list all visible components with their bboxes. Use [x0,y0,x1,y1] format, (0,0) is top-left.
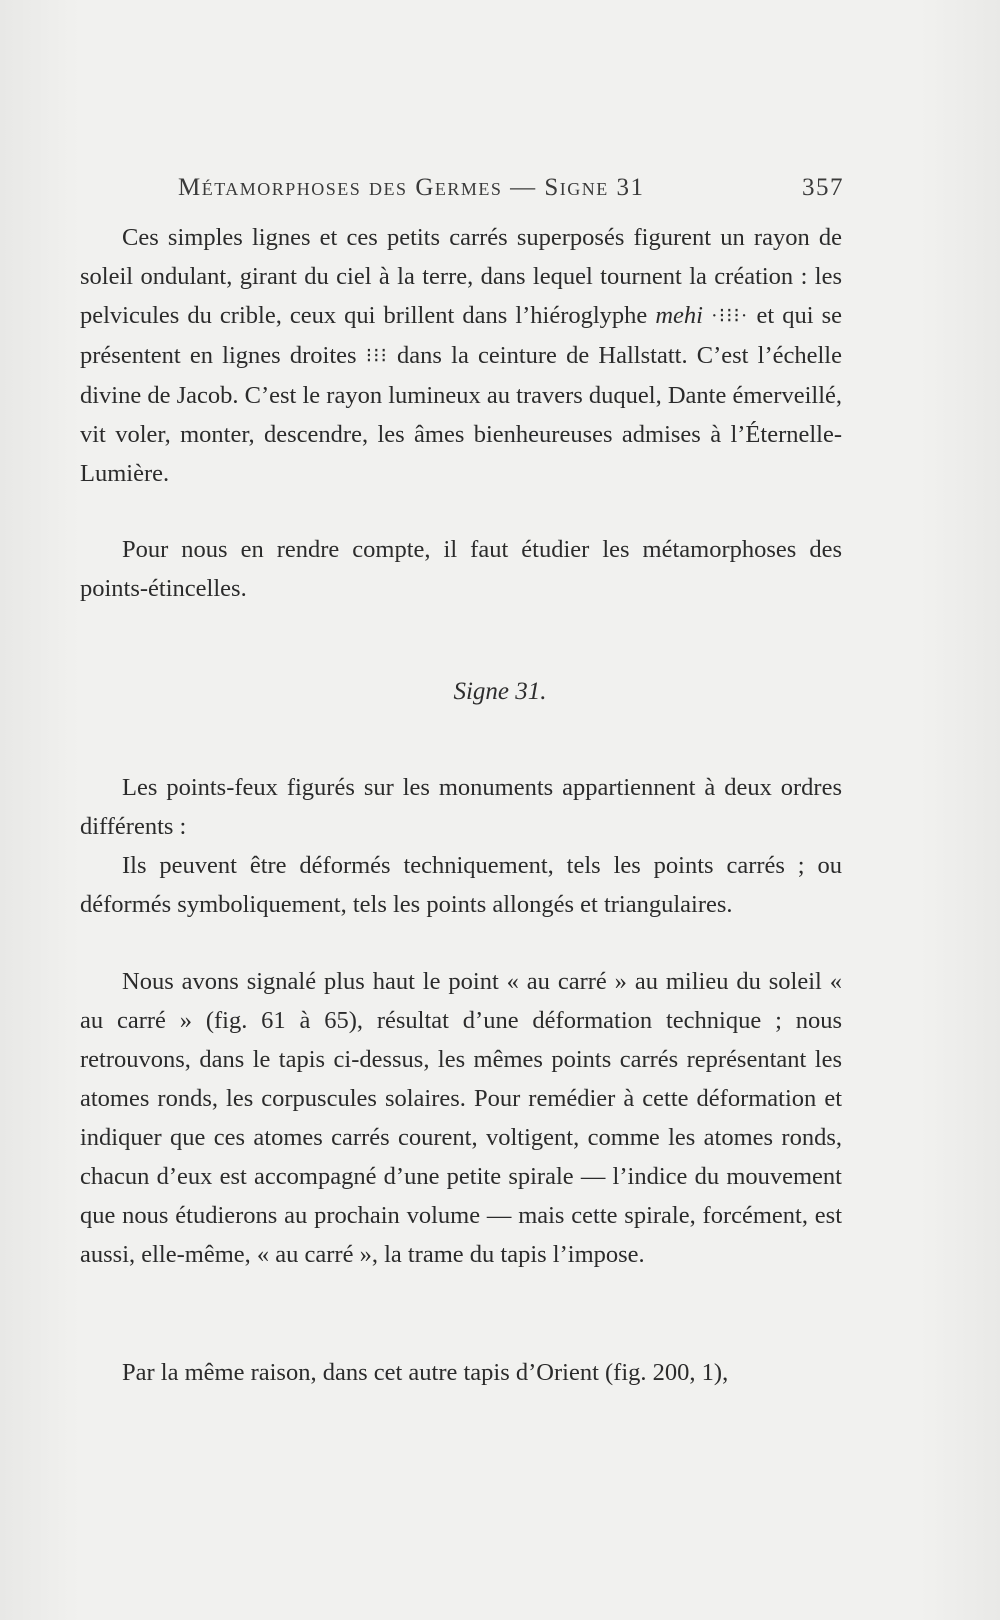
running-header [178,174,844,208]
paragraph-6 [80,1353,842,1392]
paragraph-6-text: Par la même raison, dans cet autre tapis d’Orient (fig. 200, [122,1359,702,1386]
paragraph-4-text: Ils peuvent être déformés techniquement, tels les points carrés ; ou déformés symboliquement, tels les points allongés et triangulaires. [80,852,842,918]
paragraph-5 [80,962,842,1274]
paragraph-1-text-a: Ces simples lignes et ces petits carrés superposés figurent un rayon de soleil ondulant, girant du ciel à la terre, dans lequel tournent la création : les pelvicules du crible, ceux qui brillent dans l’hiéroglyphe [80,224,842,329]
paragraph-3-text: Les points-feux figurés sur les monuments appartiennent à deux ordres différents : [80,774,842,840]
paragraph-2 [80,530,842,608]
page-number: 357 [802,174,844,201]
paragraph-2-text: Pour nous en rendre compte, il faut étudier les métamorphoses des points-étincelles. [80,536,842,602]
figure-subnumber: 1 [701,1359,714,1386]
paragraph-6-end: ), [713,1359,729,1386]
section-heading: Signe 31. [453,678,547,705]
paragraph-4 [80,846,842,924]
paragraph-1-text-c: dans la ceinture de Hallstatt. C’est l’échelle divine de Jacob. C’est le rayon lumineux au travers duquel, Dante émerveillé, vit voler, monter, descendre, les âmes bienheureuses admises à l’Éternelle-Lumière. [80,342,842,487]
hallstatt-glyph: ⁝⁝⁝ [365,345,388,367]
paragraph-3 [80,768,842,846]
hieroglyph-word: mehi [655,302,703,329]
running-title: Métamorphoses des Germes — Signe 31 [178,174,645,201]
paragraph-1 [80,218,842,493]
paragraph-5-text: Nous avons signalé plus haut le point « au carré » au milieu du soleil « au carré » (fig. 61 à 65), résultat d’une déformation technique ; nous retrouvons, dans le tapis ci-dessus, les mêmes points carrés représentant les atomes ronds, les corpuscules solaires. Pour remédier à cette déformation et indiquer que ces atomes carrés courent, voltigent, comme les atomes ronds, chacun d’eux est accompagné d’une petite spirale — l’indice du mouvement que nous étudierons au prochain volume — mais cette spirale, forcément, est aussi, elle-même, « au carré », la trame du tapis l’impose. [80,968,842,1268]
hieroglyph-glyph: ·⁝⁝⁝· [711,305,749,327]
paragraph-1-text-b: et qui se présentent en lignes droites [80,302,843,369]
